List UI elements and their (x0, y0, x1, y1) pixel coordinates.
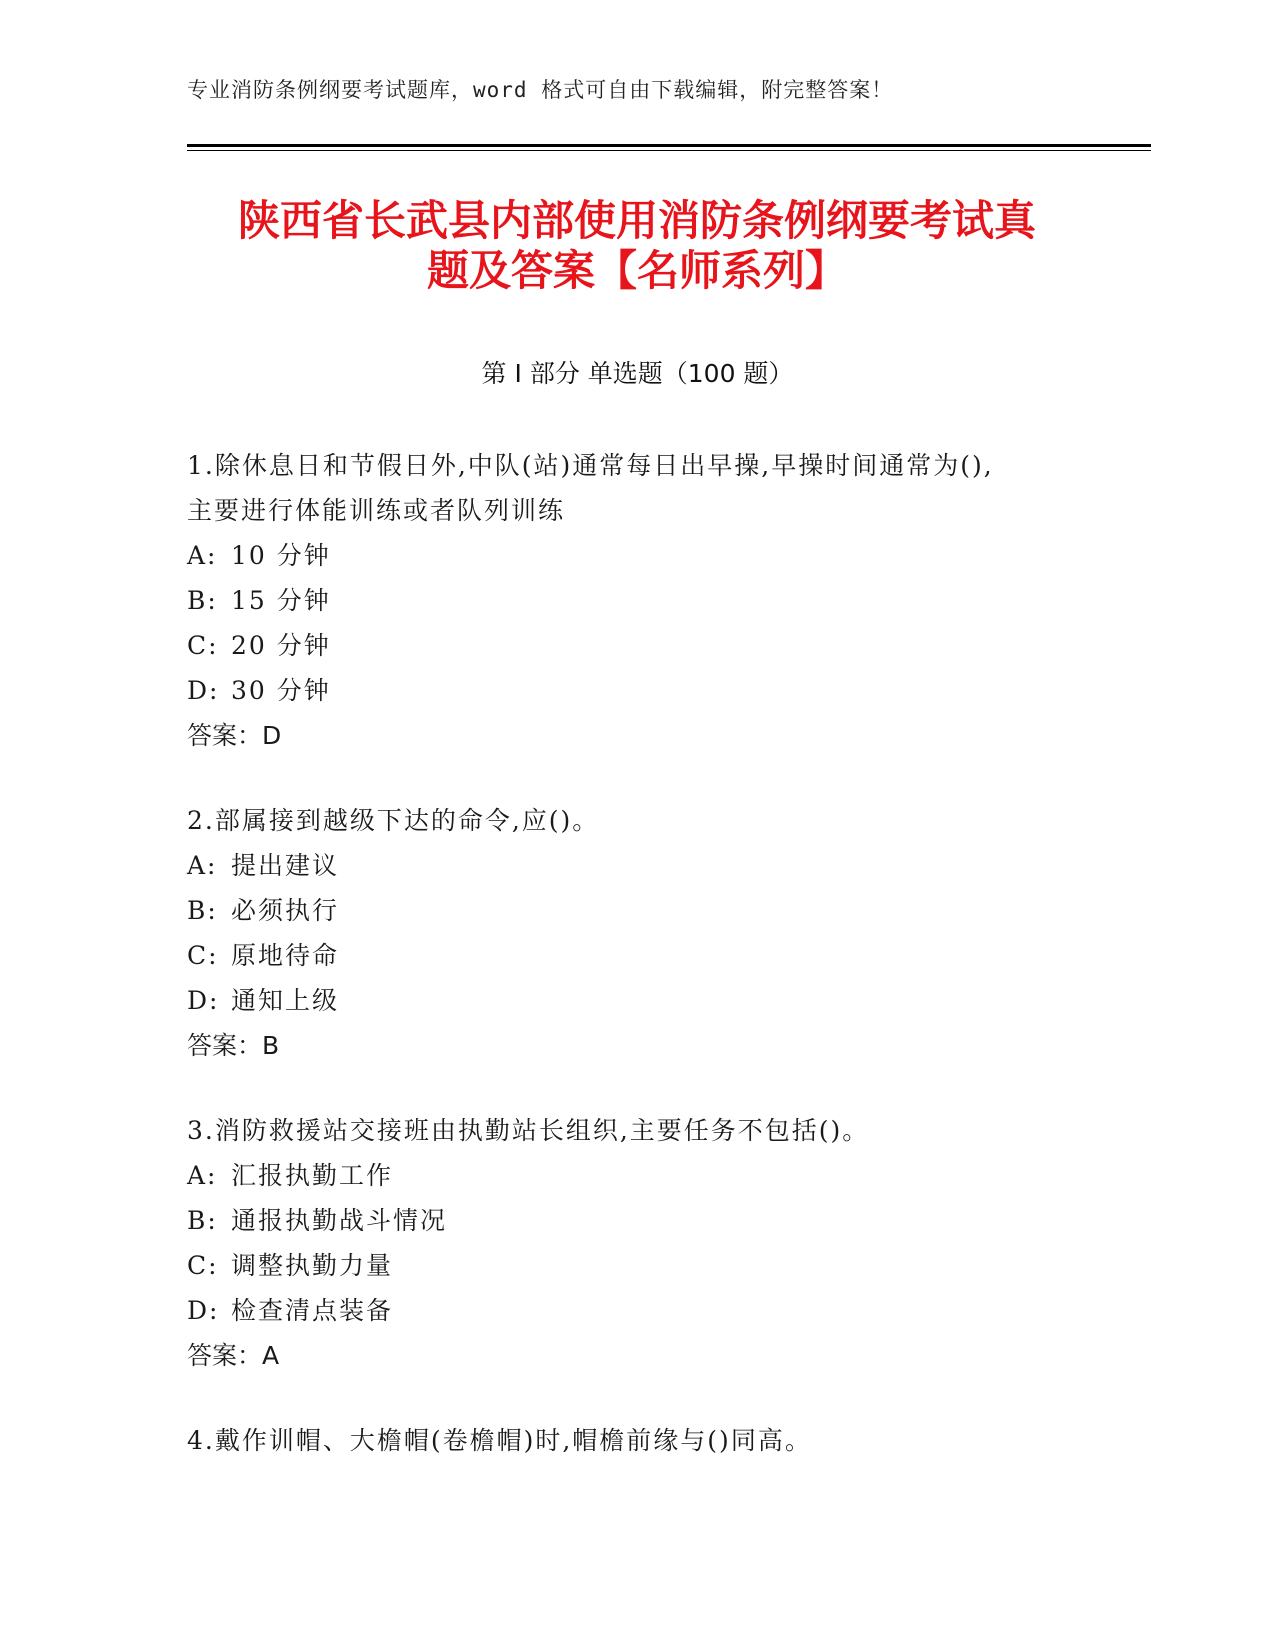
question-2 (187, 798, 1087, 1068)
section-title: 第 I 部分 单选题（100 题） (481, 359, 794, 388)
option-text: 30 分钟 (231, 676, 331, 705)
answer-value: A (262, 1341, 280, 1370)
option-a (187, 843, 1087, 888)
title-line-2: 题及答案【名师系列】 (426, 246, 847, 295)
option-text: 必须执行 (231, 896, 340, 925)
option-key: A: (187, 851, 218, 880)
header-note: 专业消防条例纲要考试题库，word 格式可自由下载编辑，附完整答案！ (187, 78, 894, 102)
option-a (187, 533, 1087, 578)
answer-line (187, 1333, 1087, 1378)
answer-value: B (262, 1031, 280, 1060)
option-key: A: (187, 1161, 218, 1190)
option-d (187, 668, 1087, 713)
answer-label: 答案： (187, 1031, 263, 1060)
option-text: 提出建议 (231, 851, 340, 880)
header-rule-thin (187, 150, 1151, 151)
answer-line (187, 713, 1087, 758)
answer-label: 答案： (187, 1341, 263, 1370)
option-key: B: (187, 586, 218, 615)
header-rule-thick (187, 144, 1151, 147)
option-c (187, 1243, 1087, 1288)
option-text: 15 分钟 (231, 586, 331, 615)
answer-label: 答案： (187, 721, 263, 750)
option-key: B: (187, 896, 218, 925)
question-stem: 1.除休息日和节假日外,中队(站)通常每日出早操,早操时间通常为(), (187, 451, 994, 480)
option-text: 通报执勤战斗情况 (231, 1206, 448, 1235)
question-list (187, 443, 1087, 1503)
question-stem: 4.戴作训帽、大檐帽(卷檐帽)时,帽檐前缘与()同高。 (187, 1426, 812, 1455)
answer-value: D (262, 721, 282, 750)
option-d (187, 978, 1087, 1023)
question-3 (187, 1108, 1087, 1378)
option-a (187, 1153, 1087, 1198)
option-d (187, 1288, 1087, 1333)
option-b (187, 888, 1087, 933)
option-c (187, 623, 1087, 668)
option-key: A: (187, 541, 218, 570)
option-b (187, 578, 1087, 623)
option-key: C: (187, 941, 219, 970)
option-key: C: (187, 1251, 219, 1280)
option-text: 10 分钟 (231, 541, 331, 570)
question-stem: 2.部属接到越级下达的命令,应()。 (187, 806, 600, 835)
question-4 (187, 1418, 1087, 1463)
option-text: 原地待命 (231, 941, 340, 970)
option-text: 20 分钟 (231, 631, 331, 660)
answer-line (187, 1023, 1087, 1068)
option-key: C: (187, 631, 219, 660)
option-c (187, 933, 1087, 978)
option-text: 调整执勤力量 (231, 1251, 394, 1280)
title-line-1: 陕西省长武县内部使用消防条例纲要考试真 (237, 196, 1036, 245)
option-key: B: (187, 1206, 218, 1235)
option-key: D: (187, 676, 220, 705)
option-key: D: (187, 986, 220, 1015)
option-text: 汇报执勤工作 (231, 1161, 394, 1190)
question-stem: 3.消防救援站交接班由执勤站长组织,主要任务不包括()。 (187, 1116, 870, 1145)
question-1 (187, 443, 1087, 758)
option-text: 检查清点装备 (231, 1296, 394, 1325)
option-key: D: (187, 1296, 220, 1325)
option-b (187, 1198, 1087, 1243)
option-text: 通知上级 (231, 986, 340, 1015)
document-title (187, 196, 1087, 296)
question-stem-continued: 主要进行体能训练或者队列训练 (187, 496, 566, 525)
